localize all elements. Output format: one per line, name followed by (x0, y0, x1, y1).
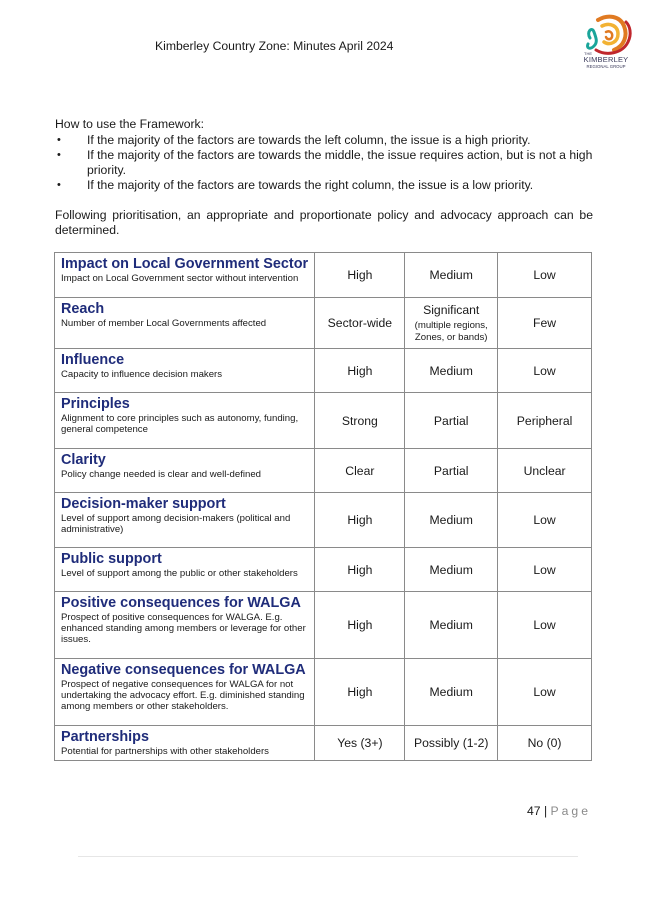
high-priority-cell: Yes (3+) (315, 726, 405, 761)
medium-priority-cell: Medium (405, 493, 498, 548)
high-priority-cell: Sector-wide (315, 298, 405, 349)
high-priority-cell: High (315, 349, 405, 393)
factor-title: Reach (61, 301, 105, 317)
bullet-icon: • (57, 149, 61, 161)
high-priority-cell: High (315, 659, 405, 726)
factor-cell (55, 493, 315, 548)
low-priority-cell: Few (498, 298, 592, 349)
table-row (55, 393, 592, 449)
table-row (55, 548, 592, 592)
medium-priority-cell: Medium (405, 592, 498, 659)
list-item (55, 133, 593, 148)
low-priority-cell: Low (498, 349, 592, 393)
medium-priority-note: (multiple regions, Zones, or bands) (414, 320, 488, 343)
factor-title: Negative consequences for WALGA (61, 662, 306, 678)
factor-cell (55, 548, 315, 592)
factor-cell (55, 659, 315, 726)
high-priority-cell: High (315, 592, 405, 659)
factor-description: Level of support among the public or other stakeholders (61, 568, 298, 579)
table-row (55, 449, 592, 493)
factor-cell (55, 253, 315, 298)
factor-description: Prospect of negative consequences for WALGA for not undertaking the advocacy effort. E.g. diminished standing among members or other stakeholders. (61, 679, 305, 713)
high-priority-cell: Clear (315, 449, 405, 493)
high-priority-cell: High (315, 493, 405, 548)
factor-description: Prospect of positive consequences for WALGA. E.g. enhanced standing among members or leverage for other issues. (61, 612, 306, 646)
low-priority-cell: No (0) (498, 726, 592, 761)
medium-priority-cell: Partial (405, 449, 498, 493)
list-item (55, 178, 593, 193)
low-priority-cell: Low (498, 493, 592, 548)
factor-description: Impact on Local Government sector without intervention (61, 273, 299, 284)
table-row (55, 726, 592, 761)
instructions-heading: How to use the Framework: (55, 117, 205, 131)
factor-title: Partnerships (61, 729, 149, 745)
table-row (55, 659, 592, 726)
low-priority-cell: Peripheral (498, 393, 592, 449)
list-item-text: If the majority of the factors are towards the right column, the issue is a low priority. (87, 178, 534, 192)
factor-description: Capacity to influence decision makers (61, 369, 223, 380)
high-priority-cell: Strong (315, 393, 405, 449)
medium-priority-cell: Medium (405, 253, 498, 298)
page-number-separator: | (543, 804, 548, 818)
medium-priority-cell: Medium (405, 659, 498, 726)
medium-priority-value: Significant (423, 303, 480, 317)
factor-description: Alignment to core principles such as autonomy, funding, general competence (61, 413, 299, 436)
bullet-icon: • (57, 134, 61, 146)
factor-cell (55, 393, 315, 449)
high-priority-cell: High (315, 548, 405, 592)
medium-priority-cell: Partial (405, 393, 498, 449)
high-priority-cell: High (315, 253, 405, 298)
table-row (55, 298, 592, 349)
factor-title: Principles (61, 396, 130, 412)
low-priority-cell: Low (498, 592, 592, 659)
logo-prefix: THE (584, 51, 592, 56)
factor-description: Potential for partnerships with other stakeholders (61, 746, 269, 757)
footer-divider (78, 856, 578, 857)
medium-priority-cell: Possibly (1-2) (405, 726, 498, 761)
factor-title: Clarity (61, 452, 106, 468)
factor-title: Influence (61, 352, 125, 368)
low-priority-cell: Low (498, 548, 592, 592)
instructions-list (55, 133, 593, 193)
kimberley-regional-group-logo (578, 12, 634, 76)
table-row (55, 349, 592, 393)
medium-priority-cell: Medium (405, 548, 498, 592)
follow-up-paragraph: Following prioritisation, an appropriate and proportionate policy and advocacy approach can be determined. (55, 208, 593, 237)
list-item-text: If the majority of the factors are towards the left column, the issue is a high priority. (87, 133, 531, 147)
page-number (527, 804, 591, 818)
low-priority-cell: Unclear (498, 449, 592, 493)
framework-instructions (55, 117, 593, 238)
table-row (55, 253, 592, 298)
factor-description: Level of support among decision-makers (political and administrative) (61, 513, 291, 536)
low-priority-cell: Low (498, 253, 592, 298)
factor-cell (55, 449, 315, 493)
table-row (55, 493, 592, 548)
factor-title: Public support (61, 551, 162, 567)
table-row (55, 592, 592, 659)
medium-priority-cell: Medium (405, 349, 498, 393)
list-item-text: If the majority of the factors are towards the middle, the issue requires action, but is not a high priority. (87, 148, 593, 177)
factor-title: Positive consequences for WALGA (61, 595, 301, 611)
list-item (55, 148, 593, 178)
factor-title: Impact on Local Government Sector (61, 256, 309, 272)
factor-cell (55, 592, 315, 659)
low-priority-cell: Low (498, 659, 592, 726)
factor-description: Policy change needed is clear and well-defined (61, 469, 261, 480)
medium-priority-cell (405, 298, 498, 349)
logo-subtitle: REGIONAL GROUP (586, 63, 626, 69)
logo-name: KIMBERLEY (583, 55, 629, 64)
factor-title: Decision-maker support (61, 496, 226, 512)
bullet-icon: • (57, 179, 61, 191)
factor-description: Number of member Local Governments affected (61, 318, 267, 329)
factor-cell (55, 298, 315, 349)
prioritisation-framework-table (54, 252, 592, 761)
document-header-title: Kimberley Country Zone: Minutes April 2024 (155, 39, 394, 53)
page-label: Page (550, 804, 591, 818)
page-number-value: 47 (527, 804, 541, 818)
factor-cell (55, 349, 315, 393)
factor-cell (55, 726, 315, 761)
